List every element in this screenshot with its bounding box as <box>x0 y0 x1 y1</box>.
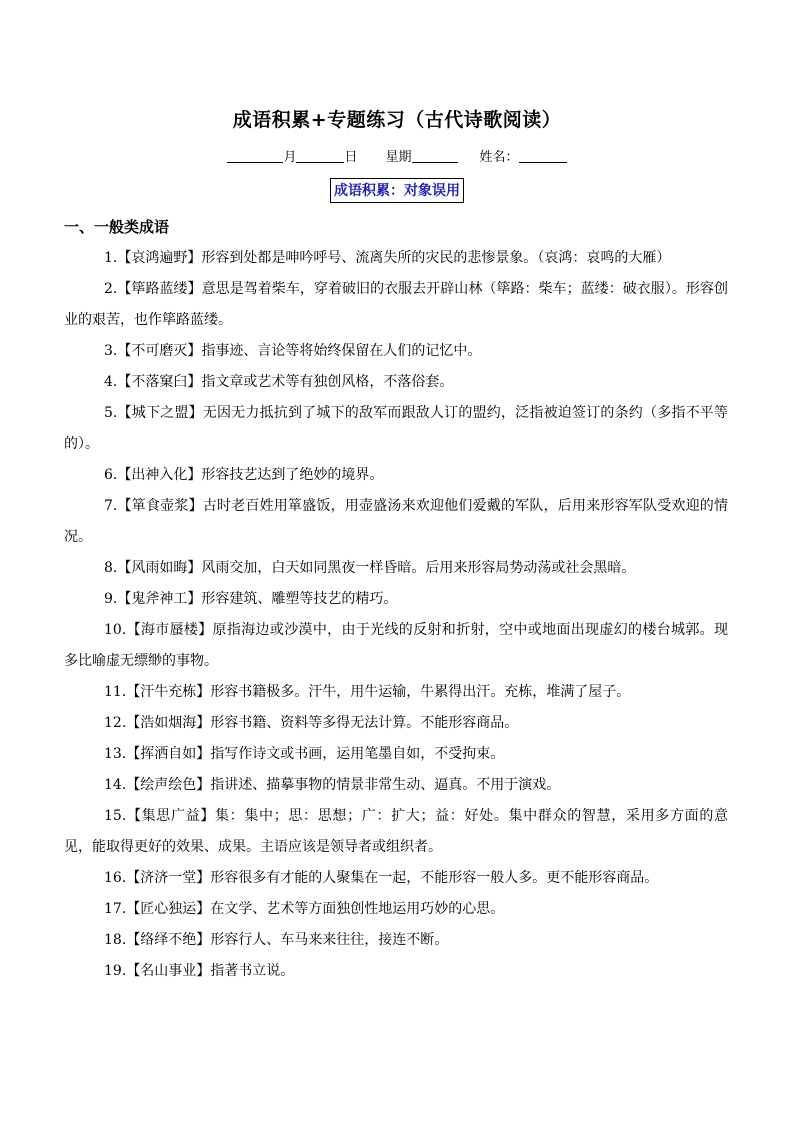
idiom-entry <box>64 708 728 739</box>
entry-number: 11. <box>104 684 127 700</box>
section-label-box <box>0 178 794 203</box>
entry-number: 18. <box>104 932 127 948</box>
entry-text: 【出神入化】形容技艺达到了绝妙的境界。 <box>117 467 384 483</box>
idiom-entry <box>64 956 728 987</box>
day-blank[interactable] <box>296 150 344 163</box>
entry-number: 7. <box>104 498 118 514</box>
idiom-entry <box>64 863 728 894</box>
entry-text: 【箪食壶浆】古时老百姓用箪盛饭，用壶盛汤来欢迎他们爱戴的军队，后用来形容军队受欢迎的情况。 <box>64 498 728 545</box>
month-blank[interactable] <box>227 150 283 163</box>
entry-text: 【风雨如晦】风雨交加，白天如同黑夜一样昏暗。后用来形容局势动荡或社会黑暗。 <box>117 560 636 576</box>
entry-number: 10. <box>104 622 127 638</box>
month-label: 月 <box>283 150 297 165</box>
entry-text: 【匠心独运】在文学、艺术等方面独创性地运用巧妙的心思。 <box>126 901 505 917</box>
entry-number: 2. <box>104 281 118 297</box>
entry-number: 12. <box>104 715 127 731</box>
entry-number: 13. <box>104 746 127 762</box>
entry-text: 【绘声绘色】指讲述、描摹事物的情景非常生动、逼真。不用于演戏。 <box>126 777 561 793</box>
entry-text: 【集思广益】集：集中；思：思想；广：扩大；益：好处。集中群众的智慧，采用多方面的意见，能取得更好的效果、成果。主语应该是领导者或组织者。 <box>64 808 728 855</box>
idiom-entry <box>64 243 728 274</box>
idiom-entry <box>64 398 728 460</box>
entry-number: 17. <box>104 901 127 917</box>
idiom-entry <box>64 770 728 801</box>
entry-text: 【鬼斧神工】形容建筑、雕塑等技艺的精巧。 <box>117 591 398 607</box>
entry-number: 15. <box>104 808 127 824</box>
weekday-blank[interactable] <box>412 150 458 163</box>
entry-number: 4. <box>104 374 118 390</box>
page-title: 成语积累+专题练习（古代诗歌阅读） <box>232 109 562 131</box>
entry-number: 14. <box>104 777 127 793</box>
entry-text: 【不落窠臼】指文章或艺术等有独创风格，不落俗套。 <box>117 374 454 390</box>
entry-number: 1. <box>104 250 118 266</box>
entry-number: 9. <box>104 591 118 607</box>
idiom-entry <box>64 274 728 336</box>
section-heading: 一、一般类成语 <box>64 218 170 236</box>
idiom-entry <box>64 336 728 367</box>
name-blank[interactable] <box>519 150 567 163</box>
entry-text: 【汗牛充栋】形容书籍极多。汗牛，用牛运输，牛累得出汗。充栋，堆满了屋子。 <box>126 684 631 700</box>
idiom-entry <box>64 367 728 398</box>
name-label: 姓名： <box>479 150 519 165</box>
entry-number: 19. <box>104 963 127 979</box>
entry-number: 8. <box>104 560 118 576</box>
entry-number: 6. <box>104 467 118 483</box>
idiom-list <box>64 243 728 987</box>
idiom-entry <box>64 460 728 491</box>
entry-text: 【哀鸿遍野】形容到处都是呻吟呼号、流离失所的灾民的悲惨景象。（哀鸿：哀鸣的大雁） <box>117 250 671 266</box>
idiom-entry <box>64 801 728 863</box>
section-label: 成语积累：对象误用 <box>330 178 464 203</box>
date-name-line <box>0 146 794 165</box>
day-label: 日 <box>344 150 358 165</box>
entry-text: 【海市蜃楼】原指海边或沙漠中，由于光线的反射和折射，空中或地面出现虚幻的楼台城郭。现多比喻虚无缥缈的事物。 <box>64 622 728 669</box>
entry-number: 5. <box>104 405 118 421</box>
entry-text: 【济济一堂】形容很多有才能的人聚集在一起，不能形容一般人多。更不能形容商品。 <box>126 870 659 886</box>
entry-text: 【不可磨灭】指事迹、言论等将始终保留在人们的记忆中。 <box>117 343 482 359</box>
entry-text: 【城下之盟】无因无力抵抗到了城下的敌军而跟敌人订的盟约，泛指被迫签订的条约（多指不平等的）。 <box>64 405 728 452</box>
idiom-entry <box>64 584 728 615</box>
entry-number: 3. <box>104 343 118 359</box>
idiom-entry <box>64 491 728 553</box>
entry-text: 【挥洒自如】指写作诗文或书画，运用笔墨自如，不受拘束。 <box>126 746 505 762</box>
entry-number: 16. <box>104 870 127 886</box>
idiom-entry <box>64 739 728 770</box>
idiom-entry <box>64 925 728 956</box>
idiom-entry <box>64 677 728 708</box>
idiom-entry <box>64 894 728 925</box>
idiom-entry <box>64 553 728 584</box>
weekday-label: 星期 <box>385 150 412 165</box>
entry-text: 【浩如烟海】形容书籍、资料等多得无法计算。不能形容商品。 <box>126 715 519 731</box>
entry-text: 【名山事业】指著书立说。 <box>126 963 295 979</box>
idiom-entry <box>64 615 728 677</box>
entry-text: 【络绎不绝】形容行人、车马来来往往，接连不断。 <box>126 932 449 948</box>
entry-text: 【筚路蓝缕】意思是驾着柴车，穿着破旧的衣服去开辟山林（筚路：柴车；蓝缕：破衣服）。形容创业的艰苦，也作筚路蓝缕。 <box>64 281 728 328</box>
